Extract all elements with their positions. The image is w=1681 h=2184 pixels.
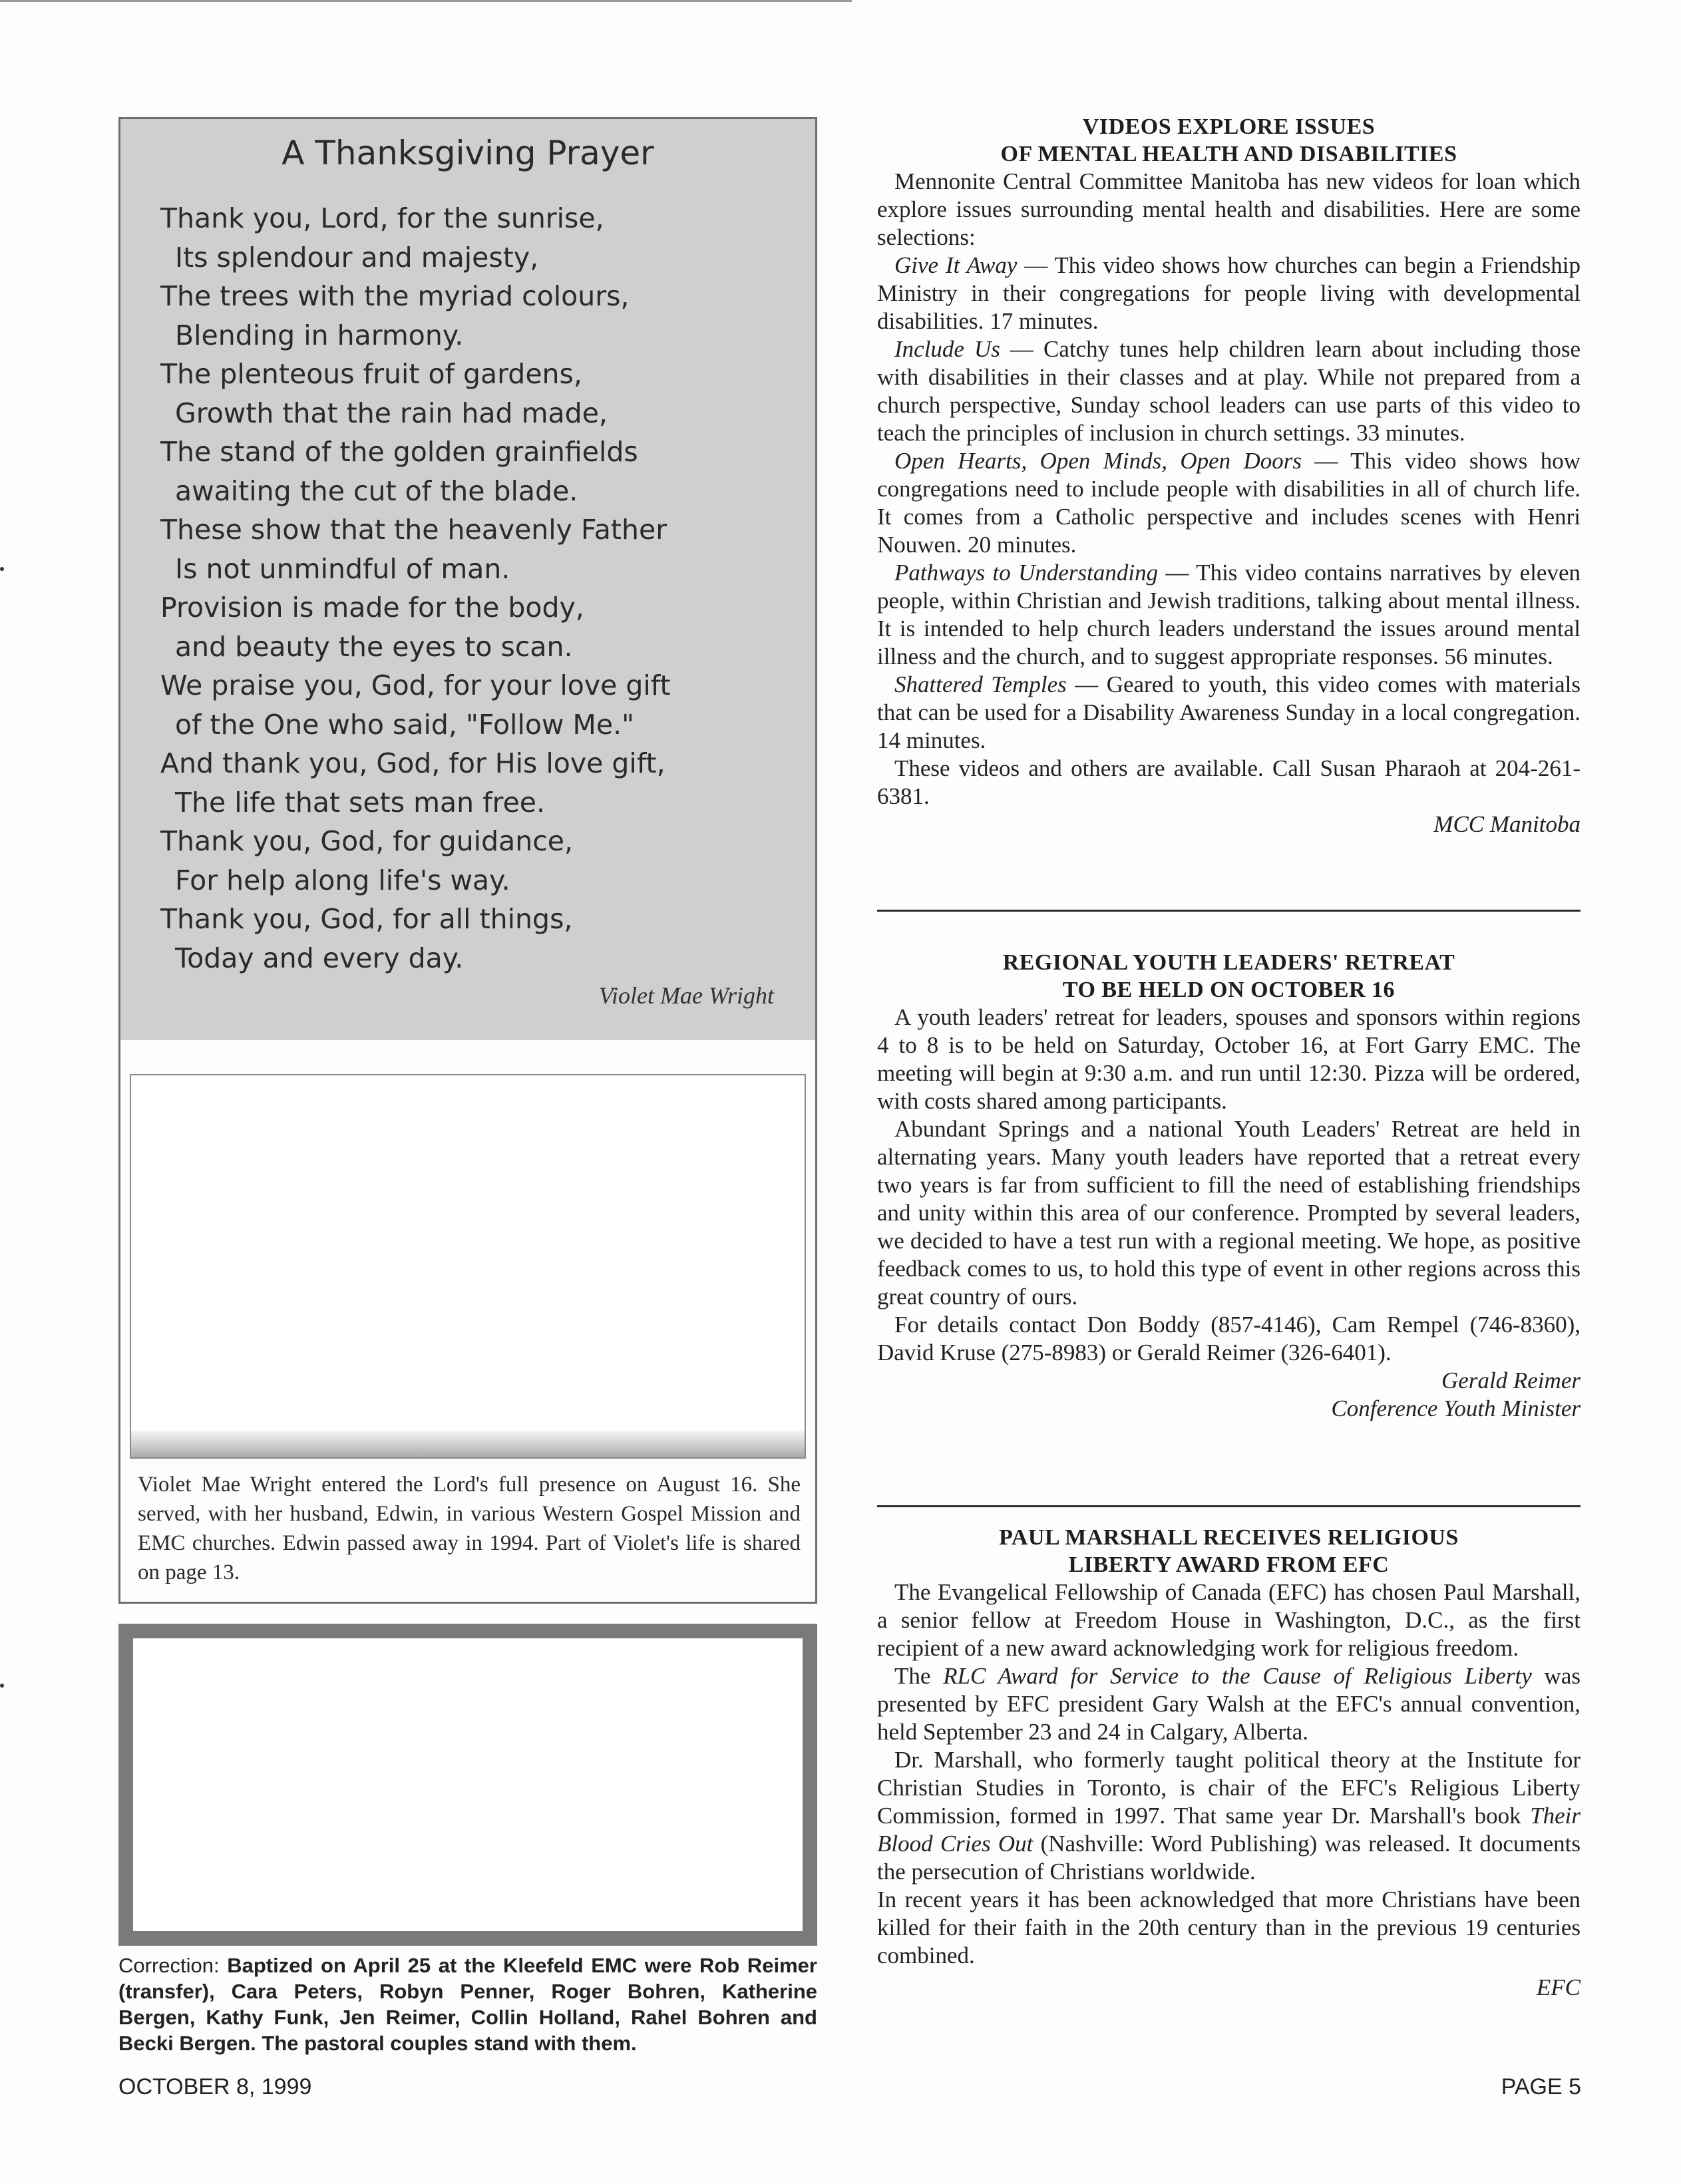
p2-pre: The [894,1663,944,1689]
prayer-line: Blending in harmony. [175,319,464,351]
prayer-line: For help along life's way. [175,864,510,896]
article-videos-intro: Mennonite Central Committee Manitoba has new videos for loan which explore issues surrounding mental health and disabilities. Here are some selections: [877,168,1581,250]
prayer-line: Thank you, Lord, for the sunrise, [160,202,604,234]
video-item [877,671,1581,755]
margin-mark [0,1684,4,1688]
prayer-line: These show that the heavenly Father [160,514,667,546]
prayer-line: Thank you, God, for all things, [160,903,573,935]
article-marshall-headline-1: PAUL MARSHALL RECEIVES RELIGIOUS [999,1525,1459,1550]
prayer-line: awaiting the cut of the blade. [175,474,578,507]
article-videos-headline-1: VIDEOS EXPLORE ISSUES [1082,114,1376,139]
baptism-photo-frame [118,1624,817,1946]
divider-2 [877,1505,1581,1507]
prayer-line: The trees with the myriad colours, [160,280,630,312]
award-name: RLC Award for Service to the Cause of Religious Liberty [943,1663,1532,1689]
prayer-line: Thank you, God, for guidance, [160,825,574,857]
video-description: — This video contains narratives by eleven people, within Christian and Jewish traditions, talking about mental illness. It is intended to help church leaders understand the issues around mental illness and the church, and to suggest appropriate responses. 56 minutes. [877,560,1581,669]
video-list [877,252,1581,755]
prayer-line: And thank you, God, for His love gift, [160,747,665,779]
prayer-line: Its splendour and majesty, [175,241,539,273]
article-marshall-p1: The Evangelical Fellowship of Canada (EFC) has chosen Paul Marshall, a senior fellow at Freedom House in Washington, D.C., as the first recipient of a new award acknowledging work for religious freedom. [877,1579,1581,1661]
article-videos [877,113,1581,838]
prayer-line: Provision is made for the body, [160,592,584,624]
baptism-photo [133,1638,803,1931]
article-retreat-p1: A youth leaders' retreat for leaders, spouses and sponsors within regions 4 to 8 is to be held on Saturday, October 16, at Fort Garry EMC. The meeting will begin at 9:30 a.m. and run until 12:30. Pizza will be ordered, with costs shared among participants. [877,1004,1581,1114]
prayer-line: Growth that the rain had made, [175,397,608,429]
prayer-line: The stand of the golden grainfields [160,436,638,468]
prayer-line: We praise you, God, for your love gift [160,669,671,701]
article-retreat-sig-name: Gerald Reimer [1441,1367,1581,1393]
correction-body: Baptized on April 25 at the Kleefeld EMC were Rob Reimer (transfer), Cara Peters, Robyn Penner, Roger Bohren, Katherine Bergen, Kathy Funk, Jen Reimer, Collin Holland, Rahel Bohren and Becki Bergen. The pastoral couples stand with them. [118,1954,817,2055]
article-videos-headline-2: OF MENTAL HEALTH AND DISABILITIES [1000,142,1457,166]
prayer-line: and beauty the eyes to scan. [175,630,573,663]
prayer-line: The life that sets man free. [175,786,546,819]
article-marshall-p3 [877,1746,1581,1886]
article-videos-closing: These videos and others are available. Call Susan Pharaoh at 204-261-6381. [877,755,1581,809]
prayer-sidebar [118,117,817,1604]
video-item [877,252,1581,335]
correction-caption [118,1952,817,2056]
correction-label: Correction: [118,1954,228,1977]
book-title: Their Blood Cries Out [877,1803,1581,1857]
video-title: Give It Away [894,252,1018,278]
article-marshall-p4: In recent years it has been acknowledged that more Christians have been killed for their faith in the 20th century than in the previous 19 centuries combined. [877,1887,1581,1968]
p2-post: was presented by EFC president Gary Walsh at the EFC's annual convention, held September 23 and 24 in Calgary, Alberta. [877,1663,1581,1745]
prayer-line: Today and every day. [175,942,464,974]
article-marshall-source: EFC [1536,1974,1581,2000]
divider-1 [877,910,1581,912]
memorial-photo [130,1074,806,1459]
article-retreat-sig-title: Conference Youth Minister [1331,1395,1581,1421]
prayer-panel [120,119,815,1040]
article-retreat [877,949,1581,1423]
photo-shadow [131,1431,805,1457]
top-rule [0,0,852,2]
prayer-poem [160,199,799,978]
article-videos-source: MCC Manitoba [1433,811,1581,837]
prayer-line: The plenteous fruit of gardens, [160,358,582,390]
prayer-line: Is not unmindful of man. [175,552,510,585]
video-description: — Geared to youth, this video comes with materials that can be used for a Disability Awareness Sunday in a local congregation. 14 minutes. [877,671,1581,753]
p3-post: (Nashville: Word Publishing) was released. It documents the persecution of Christians worldwide. [877,1831,1581,1885]
prayer-author: Violet Mae Wright [598,982,774,1009]
article-marshall [877,1524,1581,2002]
article-retreat-p2: Abundant Springs and a national Youth Leaders' Retreat are held in alternating years. Many youth leaders have reported that a retreat every two years is far from sufficient to fill the need of establishing friendships and unity within this area of our conference. Prompted by several leaders, we decided to have a test run with a regional meeting. We hope, as positive feedback comes to us, to hold this type of event in other regions across this great country of ours. [877,1116,1581,1310]
margin-mark [0,567,4,571]
video-item [877,447,1581,559]
footer-page-number: PAGE 5 [1501,2074,1581,2099]
article-retreat-p3: For details contact Don Boddy (857-4146), Cam Rempel (746-8360), David Kruse (275-8983) or Gerald Reimer (326-6401). [877,1312,1581,1365]
video-item [877,559,1581,671]
video-title: Shattered Temples [894,671,1067,697]
video-description: — This video shows how congregations need to include people with disabilities in all of church life. It comes from a Catholic perspective and includes scenes with Henri Nouwen. 20 minutes. [877,448,1581,558]
p3-pre: Dr. Marshall, who formerly taught political theory at the Institute for Christian Studies in Toronto, is chair of the EFC's Religious Liberty Commission, formed in 1997. That same year Dr. Marshall's book [877,1747,1581,1829]
article-marshall-p2 [877,1662,1581,1746]
prayer-title: A Thanksgiving Prayer [281,134,654,172]
prayer-line: of the One who said, "Follow Me." [175,708,634,741]
article-marshall-headline-2: LIBERTY AWARD FROM EFC [1068,1552,1390,1577]
memorial-caption: Violet Mae Wright entered the Lord's full presence on August 16. She served, with her husband, Edwin, in various Western Gospel Mission and EMC churches. Edwin passed away in 1994. Part of Violet's life is shared on page 13. [138,1473,801,1584]
video-description: — Catchy tunes help children learn about including those with disabilities in their classes and at play. While not prepared from a church perspective, Sunday school leaders can use parts of this video to teach the principles of inclusion in church settings. 33 minutes. [877,336,1581,446]
footer-date: OCTOBER 8, 1999 [118,2074,312,2099]
video-item [877,335,1581,447]
article-retreat-headline-1: REGIONAL YOUTH LEADERS' RETREAT [1002,950,1455,975]
article-retreat-headline-2: TO BE HELD ON OCTOBER 16 [1062,978,1396,1002]
video-title: Include Us [894,336,1000,362]
video-title: Pathways to Understanding [894,560,1159,586]
video-title: Open Hearts, Open Minds, Open Doors [894,448,1302,474]
video-description: — This video shows how churches can begin a Friendship Ministry in their congregations for people living with developmental disabilities. 17 minutes. [877,252,1581,334]
